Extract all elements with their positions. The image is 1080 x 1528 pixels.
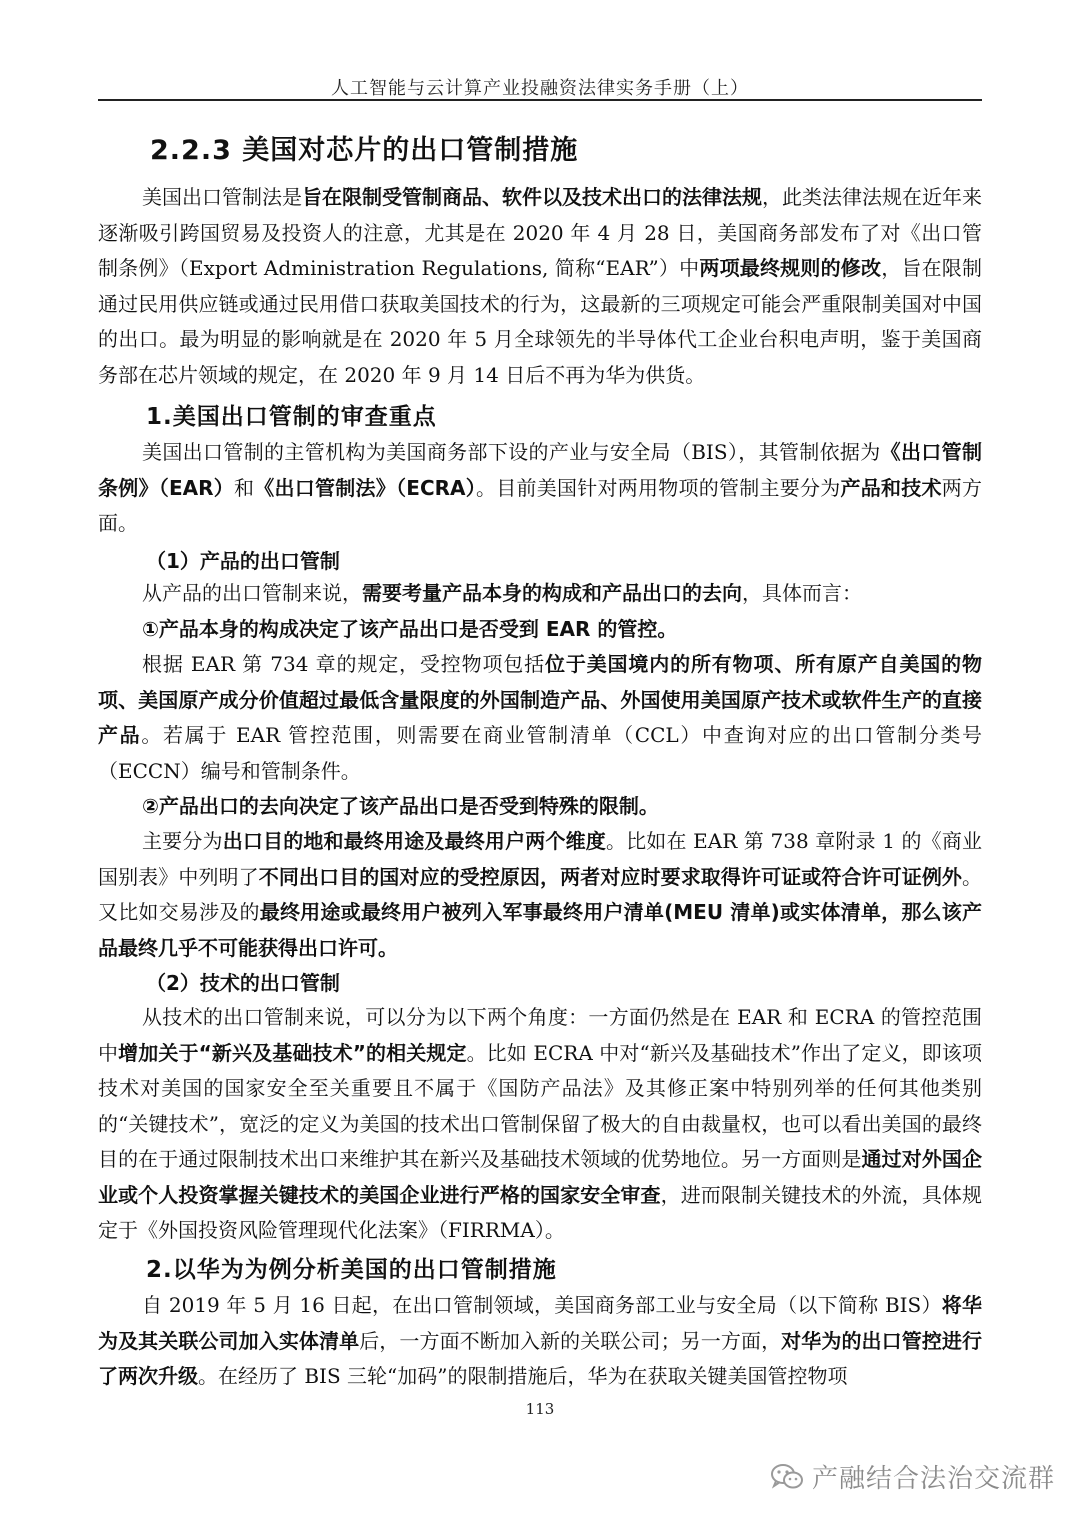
bold-run: 增加关于“新兴及基础技术”的相关规定 <box>118 1040 467 1065</box>
text-run: ，进而限制关键技术的外流，具体规定于《外国投资风险管理现代化法案》（FIRRMA）。 <box>98 1182 983 1242</box>
bold-run: 将华为及其关联公司加入实体清单 <box>98 1293 983 1353</box>
bold-run: 《出口管制法》（ECRA） <box>254 475 477 500</box>
point-destination <box>142 789 659 825</box>
bold-run: 旨在限制受管制商品、软件以及技术出口的法律法规 <box>302 185 762 209</box>
bold-run: 不同出口目的国对应的受控原因，两者对应时要求取得许可证或符合许可证例外 <box>258 864 963 889</box>
paragraph-technology <box>98 1000 982 1249</box>
point-composition <box>142 612 677 648</box>
bold-run: 通过对外国企业或个人投资掌握关键技术的美国企业进行严格的国家安全审查 <box>98 1147 983 1207</box>
text-run: 从产品的出口管制来说， <box>142 581 362 605</box>
text-run: ，具体而言： <box>742 581 862 605</box>
text-run: 后，一方面不断加入新的关联公司；另一方面， <box>359 1328 782 1353</box>
bold-run: 最终用途或最终用户被列入军事最终用户清单(MEU 清单)或实体清单，那么该产品最终几乎不可能获得出口许可。 <box>98 900 982 960</box>
text-run: 美国出口管制的主管机构为美国商务部下设的产业与安全局（BIS），其管制依据为 <box>142 440 881 464</box>
bold-run: 《出口管制条例》（EAR） <box>98 440 982 500</box>
text-run: 。又比如交易涉及的 <box>98 864 983 924</box>
text-run: 自 2019 年 5 月 16 日起，在出口管制领域，美国商务部工业与安全局（以下简称 BIS） <box>142 1293 942 1317</box>
paragraph-bis <box>98 435 982 542</box>
text-run: 主要分为 <box>142 829 223 853</box>
subheading-product-control: （1）产品的出口管制 <box>146 549 340 573</box>
bold-run: ②产品出口的去向决定了该产品出口是否受到特殊的限制。 <box>142 794 659 818</box>
watermark-text: 产融结合法治交流群 <box>812 1464 1056 1494</box>
bold-run: 位于美国境内的所有物项、所有原产自美国的物项、美国原产成分价值超过最低含量限度的外国制造产品、外国使用美国原产技术或软件生产的直接产品 <box>98 652 982 747</box>
page-number: 113 <box>525 1400 555 1418</box>
heading-huawei-case: 2.以华为为例分析美国的出口管制措施 <box>146 1257 557 1283</box>
bold-run: ①产品本身的构成决定了该产品出口是否受到 EAR 的管控。 <box>142 617 678 641</box>
bold-run: 出口目的地和最终用途及最终用户两个维度 <box>222 829 606 853</box>
text-run: 。比如 ECRA 中对“新兴及基础技术”作出了定义，即该项技术对美国的国家安全至关重要且不属于《国防产品法》及其修正案中特别列举的任何其他类别的“关键技术”，宽泛的定义为美国的技术出口管制保留了极大的自由裁量权，也可以看出美国的最终目的在于通过限制技术出口来维护其在新兴及基础技术领域的优势地位。另一方面则是 <box>98 1040 982 1171</box>
text-run: 。在经历了 BIS 三轮“加码”的限制措施后，华为在获取关键美国管控物项 <box>198 1364 848 1388</box>
paragraph-ear-734 <box>98 647 982 789</box>
text-run: 两方面。 <box>98 475 983 535</box>
text-run: 。若属于 EAR 管控范围，则需要在商业管制清单（CCL）中查询对应的出口管制分类号（ECCN）编号和管制条件。 <box>98 723 983 783</box>
text-run: 从技术的出口管制来说，可以分为以下两个角度：一方面仍然是在 EAR 和 ECRA 的管控范围中 <box>98 1005 982 1065</box>
text-run: 。比如在 EAR 第 738 章附录 1 的《商业国别表》中列明了 <box>98 829 983 889</box>
header-rule <box>98 99 982 101</box>
text-run: 根据 EAR 第 734 章的规定，受控物项包括 <box>142 652 545 676</box>
text-run: ，此类法律法规在近年来逐渐吸引跨国贸易及投资人的注意，尤其是在 2020 年 4 月 28 日，美国商务部发布了对《出口管制条例》（Export Administration Regulations, 简称“EAR”）中 <box>98 185 982 280</box>
text-run: 。目前美国针对两用物项的管制主要分为 <box>476 475 841 500</box>
wechat-icon <box>770 1463 804 1491</box>
heading-review-focus: 1.美国出口管制的审查重点 <box>146 404 437 430</box>
paragraph-destination <box>98 824 982 966</box>
text-run: 美国出口管制法是 <box>142 185 302 209</box>
bold-run: 两项最终规则的修改 <box>699 256 882 280</box>
watermark <box>770 1458 1055 1495</box>
text-run: ，旨在限制通过民用供应链或通过民用借口获取美国技术的行为，这最新的三项规定可能会严重限制美国对中国的出口。最为明显的影响就是在 2020 年 5 月全球领先的半导体代工企业台积电声明，鉴于美国商务部在芯片领域的规定，在 2020 年 9 月 14 日后不再为华为供货。 <box>98 256 983 387</box>
bold-run: 对华为的出口管控进行了两次升级 <box>98 1328 983 1388</box>
text-run: 和 <box>234 475 255 500</box>
subheading-technology-control: （2）技术的出口管制 <box>146 971 340 995</box>
section-title: 2.2.3 美国对芯片的出口管制措施 <box>150 135 579 166</box>
paragraph-intro <box>98 180 982 393</box>
bold-run: 产品和技术 <box>840 475 942 500</box>
running-header: 人工智能与云计算产业投融资法律实务手册（上） <box>331 78 749 99</box>
paragraph-product-intro <box>142 576 862 612</box>
paragraph-huawei <box>98 1288 982 1395</box>
bold-run: 需要考量产品本身的构成和产品出口的去向 <box>362 581 742 605</box>
